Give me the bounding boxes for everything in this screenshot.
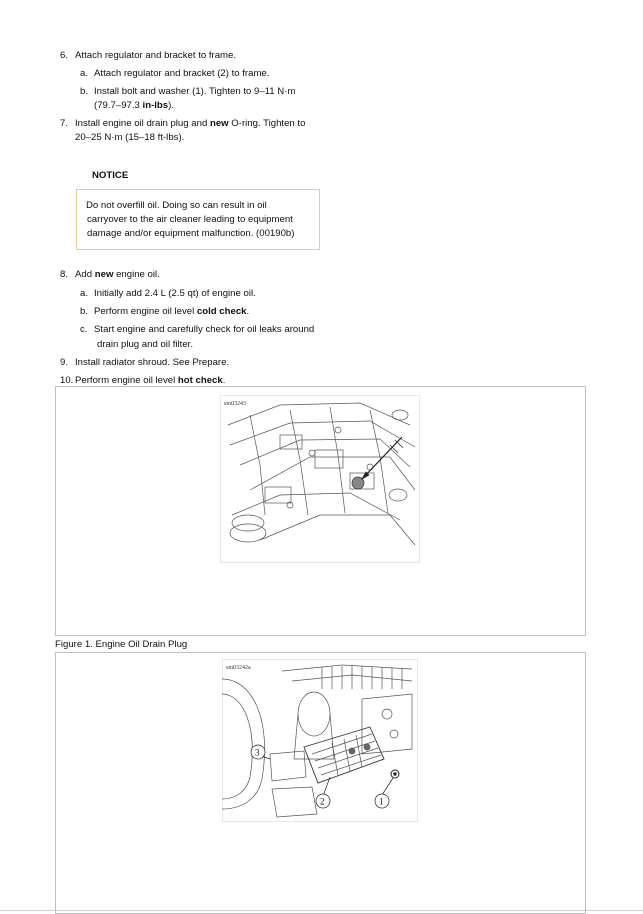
step-6b-number: b.	[80, 86, 89, 97]
step-6-text: Attach regulator and bracket to frame.	[75, 50, 237, 61]
step-8b-number: b.	[80, 306, 89, 317]
step-8a-text: Initially add 2.4 L (2.5 qt) of engine oil.	[94, 288, 256, 299]
step-9-text: Install radiator shroud. See Prepare.	[75, 357, 230, 368]
step-6b-text: Install bolt and washer (1). Tighten to 9–11 N·m	[94, 86, 296, 97]
notice-line-2: carryover to the air cleaner leading to equipment	[87, 214, 293, 225]
step-8a-number: a.	[80, 288, 89, 299]
notice-title: NOTICE	[92, 170, 129, 181]
step-8-text: Add new engine oil.	[75, 269, 160, 280]
step-9-number: 9.	[60, 357, 69, 368]
step-6a-text: Attach regulator and bracket (2) to frame.	[94, 68, 270, 79]
step-6-number: 6.	[60, 50, 69, 61]
page-bottom-rule	[0, 910, 643, 911]
step-8c-text: Start engine and carefully check for oil leaks around	[94, 324, 315, 335]
step-7-text-cont: 20–25 N·m (15–18 ft-lbs).	[75, 132, 185, 143]
figure-1-caption: Figure 1. Engine Oil Drain Plug	[55, 639, 188, 650]
engine-oil-drain-plug-illustration	[220, 395, 420, 563]
notice-box	[76, 189, 320, 250]
regulator-and-bracket-illustration	[222, 659, 418, 822]
callout-2: 2	[320, 796, 325, 807]
step-7-text: Install engine oil drain plug and new O-ring. Tighten to	[75, 118, 306, 129]
step-8c-number: c.	[80, 324, 88, 335]
callout-1: 1	[379, 796, 384, 807]
step-6b-text-cont: (79.7–97.3 in-lbs).	[94, 100, 175, 111]
figure-2-tag: sm03242a	[226, 665, 251, 671]
callout-3: 3	[255, 747, 260, 758]
step-10-number: 10.	[60, 375, 74, 386]
notice-line-3: damage and/or equipment malfunction. (00190b)	[87, 228, 295, 239]
step-8b-text: Perform engine oil level cold check.	[94, 306, 250, 317]
step-7-number: 7.	[60, 118, 69, 129]
step-8-number: 8.	[60, 269, 69, 280]
step-8c-text-cont: drain plug and oil filter.	[97, 339, 193, 350]
figure-1-tag: sm03243	[224, 401, 247, 407]
step-10-text: Perform engine oil level hot check.	[75, 375, 226, 386]
notice-line-1: Do not overfill oil. Doing so can result in oil	[86, 200, 267, 211]
step-6a-number: a.	[80, 68, 89, 79]
